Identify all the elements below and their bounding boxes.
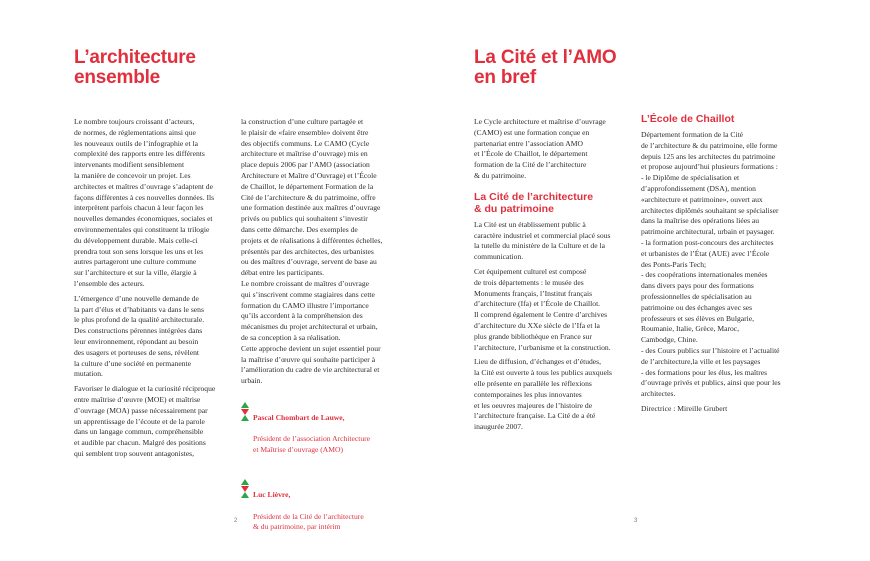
signature-role: Président de la Cité de l’architecture & du patrimoine, par intérim [253,511,364,532]
right-page-title [474,48,616,88]
page-number: 3 [634,518,638,524]
left-title-line-1: L’architecture [74,47,196,68]
right-column-2 [641,113,817,419]
signature-chombart [241,391,407,467]
flag-icon [241,479,249,498]
signature-name: Pascal Chombart de Lauwe, [253,412,345,422]
signature-lievre [241,469,407,545]
page-number: 2 [234,518,238,524]
signature-name: Luc Lièvre, [253,490,291,500]
right-column-1 [474,117,636,437]
right-title-line-1: La Cité et l’AMO [474,47,617,68]
section-heading-chaillot: L’École de Chaillot [641,113,735,125]
section-heading-cite: La Cité de l’architecture & du patrimoine [474,190,594,215]
paragraph: La Cité est un établissement public à caractère industriel et commercial placé sous la tutelle du ministère de la Culture et de la communication. [474,219,611,262]
signature-role: Président de l’association Architecture et Maîtrise d’ouvrage (AMO) [253,434,371,454]
paragraph: Cet équipement culturel est composé de trois départements : le musée des Monuments français, l’Institut français d’architecture (Ifa) et l’École de Chaillot. Il comprend également le Centre d’archives d’architecture du XXe siècle de l’Ifa et la plus grande bibliothèque en France sur l’architecture, l’urbanisme et la construction. [474,266,611,352]
left-column-2 [241,117,407,546]
left-title-line-2: ensemble [74,67,161,88]
paragraph: L’émergence d’une nouvelle demande de la part d’élus et d’habitants va dans le sens le plus profond de la qualité architecturale. Des constructions pérennes intégrées dans leur environnement, répondant au besoin des usagers et porteuses de sens, révèlent la culture d’une société en permanente mutation. [74,293,205,379]
paragraph: Département formation de la Cité de l’architecture & du patrimoine, elle forme depuis 125 ans les architectes du patrimoine et propose aujourd’hui plusieurs formations : - le Diplôme de spécialisation et d’approfondissement (DSA), mention «architecture et patrimoine», ouvert aux architectes diplômés souhaitant se spécialiser dans la maîtrise des opérations liées au patrimoine architectural, urbain et paysager. - la formation post-concours des architectes et urbanistes de l’État (AUE) avec l’École des Ponts-Paris Tech; - des coopérations internationales menées dans divers pays pour des formations professionnelles de spécialisation au patrimoine ou des échanges avec ses professeurs et ses élèves en Bulgarie, Roumanie, Italie, Grèce, Maroc, Cambodge, Chine. - des Cours publics sur l’histoire et l’actualité de l’architecture,la ville et les paysages - des formations pour les élus, les maîtres d’ouvrage privés et publics, ainsi que pour les architectes. [641,130,781,399]
flag-icon [241,402,249,421]
paragraph: Le nombre toujours croissant d’acteurs, de normes, de réglementations ainsi que les nouveaux outils de l’infographie et la complexité des rapports entre les différents intervenants modifient sensiblement la manière de concevoir un projet. Les architectes et maîtres d’ouvrage s’adaptent de façons différentes à ces nouvelles données. Ils interprètent parfois chacun à leur façon les nouvelles demandes économiques, sociales et environnementales qui constituent la trilogie du développement durable. Mais celle-ci prendra tout son sens lorsque les uns et les autres partageront une culture commune sur l’architecture et sur la ville, élargie à l’ensemble des acteurs. [74,117,215,288]
left-column-1 [74,117,234,464]
left-page-title [74,48,196,88]
paragraph: Favoriser le dialogue et la curiosité réciproque entre maîtrise d’œuvre (MOE) et maîtrise d’ouvrage (MOA) passe nécessairement par un apprentissage de l’écoute et de la parole dans un langage commun, compréhensible et audible par chacun. Malgré des positions qui semblent trop souvent antagonistes, [74,384,216,458]
paragraph: la construction d’une culture partagée et le plaisir de «faire ensemble» doivent être des objectifs communs. Le CAMO (Cycle architecture et maîtrise d’ouvrage) mis en place depuis 2006 par l’AMO (association Architecture et Maître d’Ouvrage) et l’École de Chaillot, le département Formation de la Cité de l’architecture & du patrimoine, offre une formation destinée aux maîtres d’ouvrage privés ou publics qui souhaitent s’investir dans cette démarche. Des exemples de projets et de réalisations à différentes échelles, présentés par des architectes, des urbanistes ou des maîtres d’ouvrage, servent de base au débat entre les participants. Le nombre croissant de maîtres d’ouvrage qui s’inscrivent comme stagiaires dans cette formation du CAMO illustre l’importance qu’ils accordent à la compréhension des mécanismes du projet architectural et urbain, de sa conception à sa réalisation. Cette approche devient un sujet essentiel pour la maîtrise d’œuvre qui souhaite participer à l’amélioration du cadre de vie architectural et urbain. [241,117,383,386]
right-title-line-2: en bref [474,67,536,88]
right-page [435,0,870,561]
director-line: Directrice : Mireille Grubert [641,403,728,413]
paragraph: Lieu de diffusion, d’échanges et d’études, la Cité est ouverte à tous les publics auxquels elle présente en parallèle les réflexions contemporaines les plus innovantes et les oeuvres majeures de l’histoire de l’architecture française. La Cité de a été inaugurée 2007. [474,357,612,432]
intro-paragraph: Le Cycle architecture et maîtrise d’ouvrage (CAMO) est une formation conçue en partenariat entre l’association AMO et l’École de Chaillot, le département formation de la Cité de l’architecture & du patrimoine. [474,117,606,180]
